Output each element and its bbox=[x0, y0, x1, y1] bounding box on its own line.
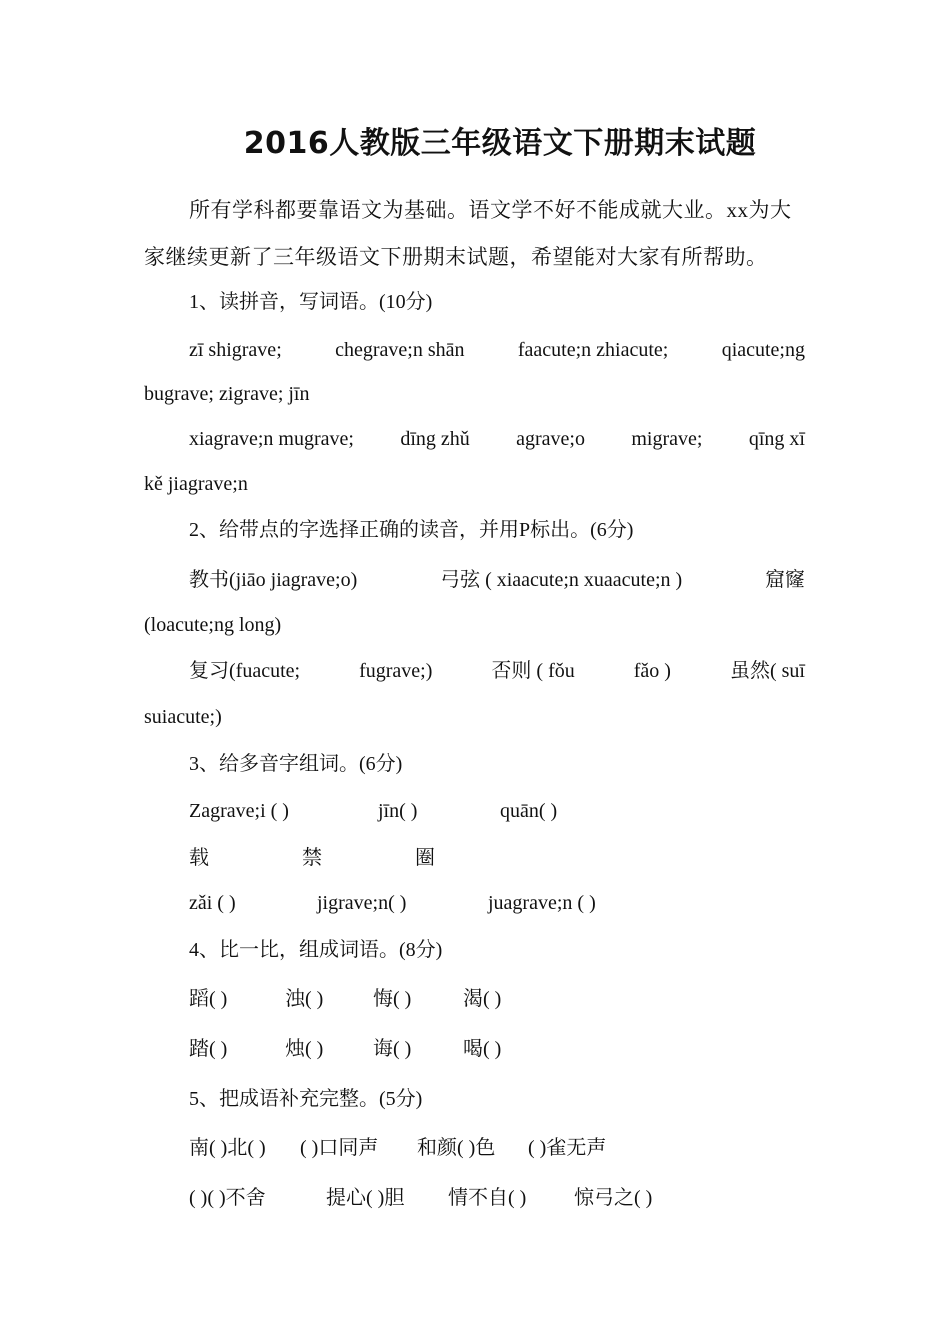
q4-heading: 4、比一比，组成词语。(8分) bbox=[189, 939, 443, 961]
q1-pinyin-row-1-cont: bugrave; zigrave; jīn bbox=[144, 383, 310, 405]
compare-item: 烛( ) bbox=[285, 1038, 324, 1060]
q2-row-1 bbox=[189, 567, 805, 593]
q1-pinyin-row-2 bbox=[189, 426, 805, 452]
reading-choice: 弓弦 ( xiaacute;n xuaacute;n ) bbox=[440, 569, 683, 591]
polyphone-char: 载 bbox=[189, 847, 209, 869]
pinyin-item: agrave;o bbox=[516, 428, 585, 450]
reading-choice: 复习(fuacute; bbox=[189, 660, 301, 682]
reading-choice: 教书(jiāo jiagrave;o) bbox=[189, 569, 358, 591]
q1-pinyin-row-1 bbox=[189, 337, 805, 363]
compare-item: 浊( ) bbox=[285, 988, 324, 1010]
compare-item: 踏( ) bbox=[189, 1038, 228, 1060]
pinyin-item: xiagrave;n mugrave; bbox=[189, 428, 354, 450]
pinyin-item: faacute;n zhiacute; bbox=[517, 339, 669, 361]
idiom-item: ( )雀无声 bbox=[528, 1137, 607, 1159]
q5-heading: 5、把成语补充完整。(5分) bbox=[189, 1088, 423, 1110]
idiom-item: 情不自( ) bbox=[448, 1187, 527, 1209]
q2-heading: 2、给带点的字选择正确的读音，并用P标出。(6分) bbox=[189, 519, 634, 541]
idiom-item: 惊弓之( ) bbox=[574, 1187, 653, 1209]
q2-row-1-cont: (loacute;ng long) bbox=[144, 614, 282, 636]
q2-row-2 bbox=[189, 658, 805, 684]
pinyin-item: dīng zhǔ bbox=[400, 428, 470, 450]
compare-item: 悔( ) bbox=[373, 988, 412, 1010]
pinyin-blank: zǎi ( ) bbox=[189, 892, 236, 914]
pinyin-item: zī shigrave; bbox=[189, 339, 282, 361]
idiom-item: 和颜( )色 bbox=[417, 1137, 496, 1159]
reading-choice: 窟窿 bbox=[765, 569, 805, 591]
pinyin-blank: jīn( ) bbox=[378, 800, 418, 822]
pinyin-item: qīng xī bbox=[748, 428, 805, 450]
idiom-item: ( )口同声 bbox=[300, 1137, 379, 1159]
reading-choice: 否则 ( fǒu bbox=[491, 660, 575, 682]
idiom-item: 提心( )胆 bbox=[326, 1187, 405, 1209]
q2-row-2-cont: suiacute;) bbox=[144, 706, 222, 728]
pinyin-blank: jigrave;n( ) bbox=[317, 892, 407, 914]
page-title: 2016人教版三年级语文下册期末试题 bbox=[243, 126, 757, 161]
compare-item: 喝( ) bbox=[463, 1038, 502, 1060]
polyphone-char: 禁 bbox=[302, 847, 322, 869]
q1-heading: 1、读拼音，写词语。(10分) bbox=[189, 291, 433, 313]
polyphone-char: 圈 bbox=[415, 847, 435, 869]
intro-line-1: 所有学科都要靠语文为基础。语文学不好不能成就大业。xx为大 bbox=[189, 198, 792, 222]
pinyin-blank: quān( ) bbox=[500, 800, 558, 822]
q3-heading: 3、给多音字组词。(6分) bbox=[189, 753, 403, 775]
pinyin-item: qiacute;ng bbox=[721, 339, 805, 361]
pinyin-blank: juagrave;n ( ) bbox=[488, 892, 596, 914]
reading-choice: fugrave;) bbox=[359, 660, 433, 682]
intro-line-2: 家继续更新了三年级语文下册期末试题，希望能对大家有所帮助。 bbox=[144, 245, 768, 269]
q1-pinyin-row-2-cont: kě jiagrave;n bbox=[144, 473, 248, 495]
idiom-item: ( )( )不舍 bbox=[189, 1187, 266, 1209]
pinyin-blank: Zagrave;i ( ) bbox=[189, 800, 289, 822]
reading-choice: 虽然( suī bbox=[729, 660, 805, 682]
reading-choice: fǎo ) bbox=[633, 660, 671, 682]
pinyin-item: migrave; bbox=[631, 428, 703, 450]
compare-item: 诲( ) bbox=[373, 1038, 412, 1060]
pinyin-item: chegrave;n shān bbox=[335, 339, 465, 361]
idiom-item: 南( )北( ) bbox=[189, 1137, 266, 1159]
compare-item: 蹈( ) bbox=[189, 988, 228, 1010]
compare-item: 渴( ) bbox=[463, 988, 502, 1010]
